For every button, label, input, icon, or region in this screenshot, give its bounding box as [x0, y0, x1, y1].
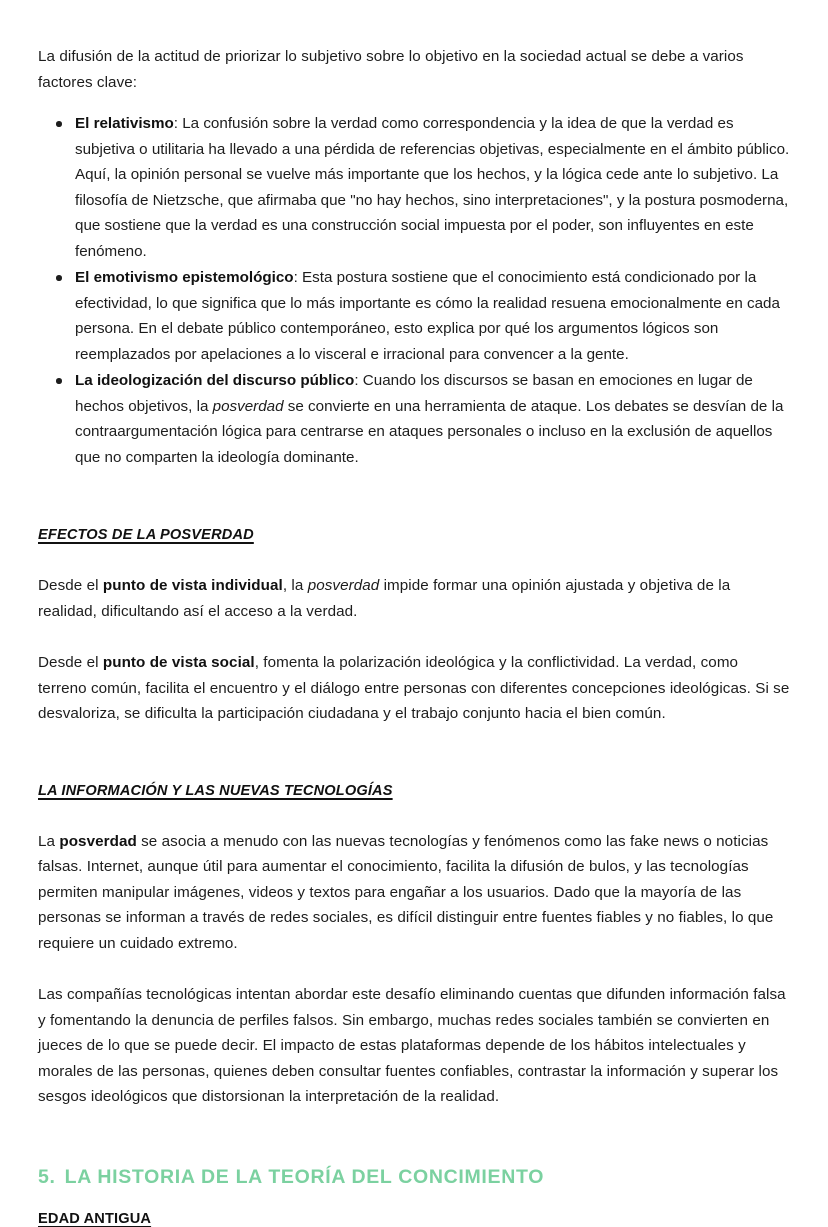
list-item-term: La ideologización del discurso público [75, 372, 355, 389]
paragraph-bold-term: punto de vista social [102, 654, 255, 671]
intro-paragraph [38, 44, 790, 95]
list-item [38, 368, 790, 470]
paragraph-punto-vista-individual [38, 573, 790, 624]
paragraph-punto-vista-social [38, 650, 790, 727]
paragraph-italic-term: posverdad [307, 577, 380, 594]
list-item [38, 111, 790, 264]
list-item-body: La confusión sobre la verdad como correspondencia y la idea de que la verdad es subjetiva o utilitaria ha llevado a una pérdida de referencias objetivas, especialmente en el ámbito público. Aquí, la opinión personal se vuelve más importante que los hechos, y la lógica cede ante lo subjetivo. La filosofía de Nietzsche, que afirmaba que "no hay hechos, sino interpretaciones", y la postura posmoderna, que sostiene que la verdad es una construcción social impuesta por el poder, son influyentes en este fenómeno. [75, 115, 790, 260]
heading-la-informacion-y-las-nuevas-tecnologias: LA INFORMACIÓN Y LAS NUEVAS TECNOLOGÍAS [38, 782, 393, 799]
bullet-dot-icon [56, 121, 62, 127]
heading-edad-antigua: EDAD ANTIGUA [38, 1210, 152, 1227]
spacer [38, 799, 790, 829]
paragraph-rest: impide formar una opinión ajustada y objetiva de la realidad, dificultando así el acceso a la verdad. [38, 577, 731, 620]
bullet-dot-icon [56, 275, 62, 281]
spacer [38, 543, 790, 573]
paragraph-rest: , fomenta la polarización ideológica y la conflictividad. La verdad, como terreno común, facilita el encuentro y el diálogo entre personas con diferentes concepciones ideológicas. Si se desvaloriza, se dificulta la participación ciudadana y el trabajo conjunto hacia el bien común. [38, 654, 790, 722]
section-heading-historia-teoria-conocimiento [38, 1166, 790, 1189]
paragraph-companias-tecnologicas [38, 982, 790, 1110]
paragraph-lead: Desde el [38, 577, 103, 594]
section-number: 5. [38, 1165, 56, 1188]
section-heading-text: LA HISTORIA DE LA TEORÍA DEL CONCIMIENTO [64, 1165, 545, 1188]
paragraph-lead: La [38, 832, 60, 850]
paragraph-lead: Desde el [38, 654, 103, 671]
spacer [38, 956, 790, 982]
spacer [38, 1189, 790, 1211]
list-item-italic-term: posverdad [212, 397, 284, 415]
list-item-term: El relativismo [75, 115, 174, 132]
paragraph-bold-term: posverdad [59, 832, 137, 850]
list-item-body-after: se convierte en una herramienta de ataque. Los debates se desvían de la contraargumentación lógica para centrarse en ataques personales o incluso en la exclusión de aquellos que no comparten la ideología dominante. [75, 397, 784, 466]
paragraph-mid: , la [282, 577, 308, 594]
intro-paragraph-text: La difusión de la actitud de priorizar lo subjetivo sobre lo objetivo en la sociedad actual se debe a varios factores clave: [38, 48, 744, 91]
spacer [38, 471, 790, 527]
heading-efectos-de-la-posverdad: EFECTOS DE LA POSVERDAD [38, 527, 254, 543]
spacer [38, 1110, 790, 1166]
paragraph-posverdad-tecnologias [38, 829, 790, 957]
list-item-term: El emotivismo epistemológico [75, 269, 294, 286]
paragraph-bold-term: punto de vista individual [102, 577, 283, 594]
spacer [38, 624, 790, 650]
list-item [38, 265, 790, 367]
paragraph-text: Las compañías tecnológicas intentan abordar este desafío eliminando cuentas que difunden información falsa y fomentando la denuncia de perfiles falsos. Sin embargo, muchas redes sociales también se convierten en jueces de lo que se puede decir. El impacto de estas plataformas depende de los hábitos intelectuales y morales de las personas, quienes deben consultar fuentes confiables, contrastar la información y superar los sesgos ideológicos que distorsionan la interpretación de la realidad. [38, 986, 786, 1105]
list-item-body: Esta postura sostiene que el conocimiento está condicionado por la efectividad, lo que significa que lo más importante es cómo la realidad resuena emocionalmente en cada persona. En el debate público contemporáneo, esto explica por qué los argumentos lógicos son reemplazados por apelaciones a lo visceral e irracional para convencer a la gente. [75, 269, 780, 363]
spacer [38, 727, 790, 783]
list-item-separator: : [354, 372, 363, 389]
list-item-separator: : [293, 269, 303, 286]
list-item-body-before: Cuando los discursos se basan en emociones en lugar de hechos objetivos, la [75, 372, 753, 415]
paragraph-rest: se asocia a menudo con las nuevas tecnologías y fenómenos como las fake news o noticias falsas. Internet, aunque útil para aumentar el conocimiento, facilita la difusión de bulos, y las tecnologías permiten manipular imágenes, videos y textos para engañar a los usuarios. Dado que la mayoría de las personas se informan a través de redes sociales, es difícil distinguir entre fuentes fiables y no fiables, lo que requiere un cuidado extremo. [38, 832, 774, 952]
bullet-dot-icon [56, 378, 62, 384]
factors-list [38, 111, 790, 470]
list-item-separator: : [173, 115, 183, 132]
